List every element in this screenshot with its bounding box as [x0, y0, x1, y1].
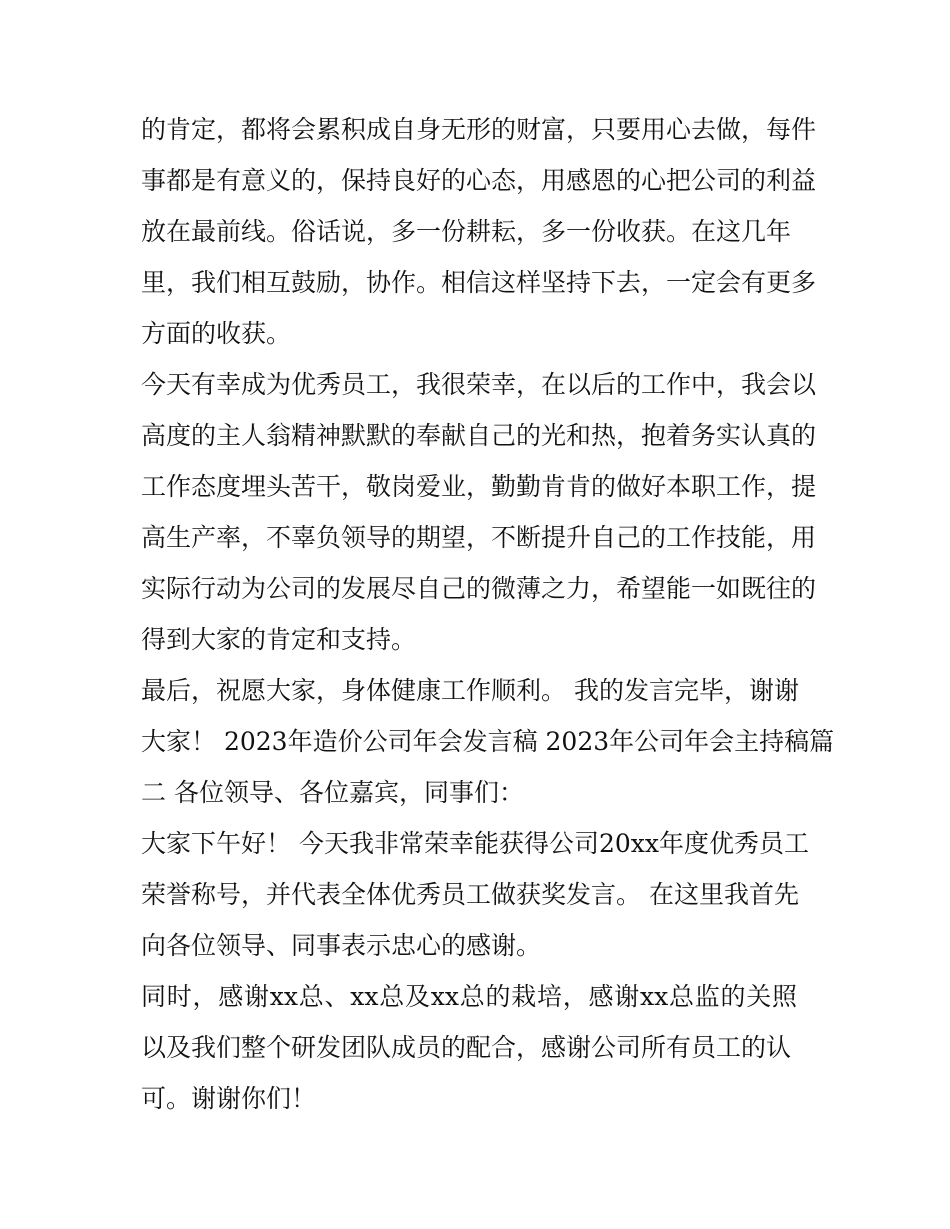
text-line: 实际行动为公司的发展尽自己的微薄之力，希望能一如既往的: [141, 574, 817, 603]
text-line: 大家下午好！ 今天我非常荣幸能获得公司20xx年度优秀员工: [141, 829, 809, 858]
text-line: 方面的收获。: [141, 319, 292, 348]
text-line: 荣誉称号，并代表全体优秀员工做获奖发言。 在这里我首先: [141, 880, 799, 909]
text-line: 工作态度埋头苦干，敬岗爱业，勤勤肯肯的做好本职工作，提: [141, 472, 817, 501]
text-line: 今天有幸成为优秀员工，我很荣幸，在以后的工作中，我会以: [141, 370, 817, 399]
text-line: 可。谢谢你们！: [141, 1084, 317, 1113]
text-line: 大家！ 2023年造价公司年会发言稿 2023年公司年会主持稿篇: [141, 727, 835, 756]
text-line: 最后，祝愿大家，身体健康工作顺利。 我的发言完毕，谢谢: [141, 676, 799, 705]
text-line: 以及我们整个研发团队成员的配合，感谢公司所有员工的认: [141, 1033, 792, 1062]
text-line: 的肯定，都将会累积成自身无形的财富，只要用心去做，每件: [141, 115, 817, 144]
text-line: 放在最前线。俗话说，多一份耕耘，多一份收获。在这几年: [141, 217, 792, 246]
text-line: 高生产率，不辜负领导的期望，不断提升自己的工作技能，用: [141, 523, 817, 552]
text-line: 向各位领导、同事表示忠心的感谢。: [141, 931, 542, 960]
text-line: 事都是有意义的，保持良好的心态，用感恩的心把公司的利益: [141, 166, 817, 195]
text-line: 里，我们相互鼓励，协作。相信这样坚持下去，一定会有更多: [141, 268, 817, 297]
text-line: 高度的主人翁精神默默的奉献自己的光和热，抱着务实认真的: [141, 421, 817, 450]
text-line: 得到大家的肯定和支持。: [141, 625, 417, 654]
document-body: [141, 104, 835, 1124]
text-line: 同时，感谢xx总、xx总及xx总的栽培，感谢xx总监的关照: [141, 982, 797, 1011]
text-line: 二 各位领导、各位嘉宾，同事们：: [141, 778, 524, 807]
